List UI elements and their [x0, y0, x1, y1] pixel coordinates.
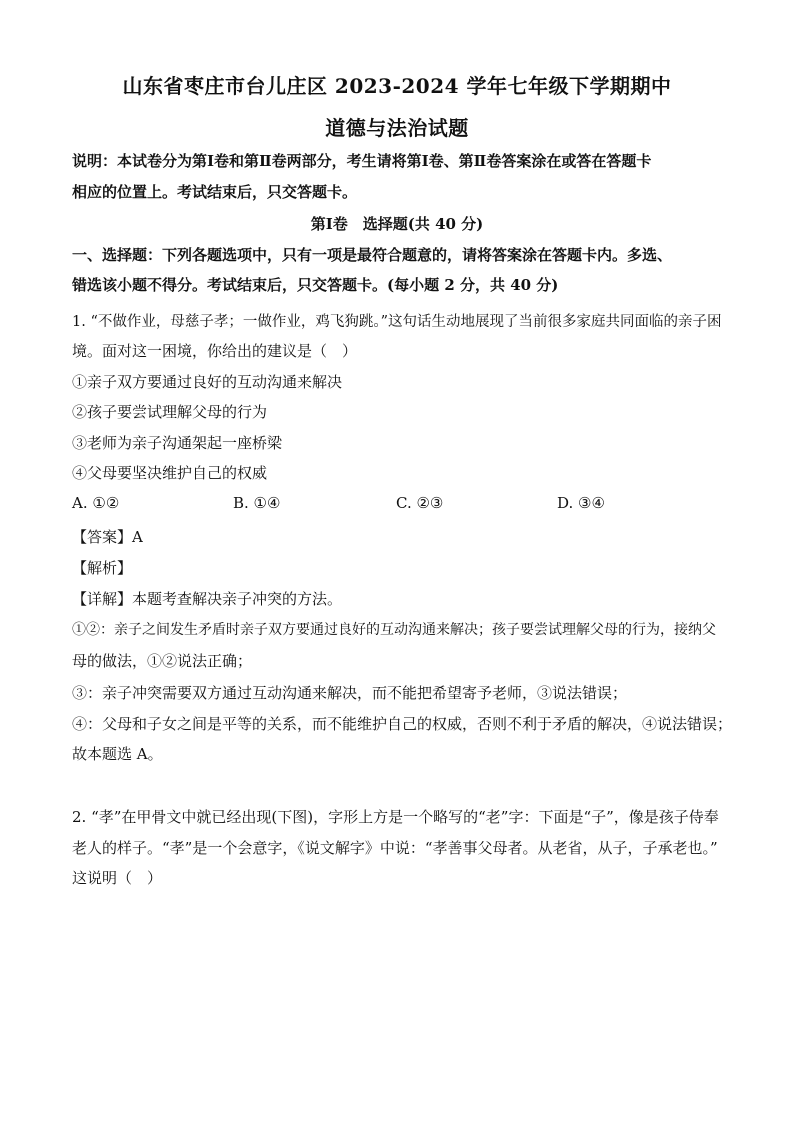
q1-explanation-3: ④：父母和子女之间是平等的关系，而不能维护自己的权威，否则不利于矛盾的解决，④说法错误； [72, 715, 733, 733]
q1-detail: 【详解】本题考查解决亲子冲突的方法。 [72, 590, 343, 608]
q1-explanation-2: ③：亲子冲突需要双方通过互动沟通来解决，而不能把希望寄予老师，③说法错误； [72, 684, 628, 702]
q1-stem-line-1: 1. “不做作业，母慈子孝；一做作业，鸡飞狗跳。”这句话生动地展现了当前很多家庭共同面临的亲子困 [72, 314, 722, 330]
q2-stem-line-1: 2. “孝”在甲骨文中就已经出现(下图)，字形上方是一个略写的“老”字：下面是“子”，像是孩子侍奉 [72, 808, 719, 826]
q1-option-c: C. ②③ [396, 494, 444, 512]
q1-stem-line-2: 境。面对这一困境，你给出的建议是（ ） [72, 342, 358, 360]
section-heading: 第Ⅰ卷 选择题(共 40 分) [310, 215, 484, 233]
q1-statement-4: ④父母要坚决维护自己的权威 [72, 464, 268, 482]
section-intro-line-1: 一、选择题：下列各题选项中，只有一项是最符合题意的，请将答案涂在答题卡内。多选、 [72, 246, 673, 264]
q1-answer: 【答案】A [72, 528, 143, 546]
q1-statement-1: ①亲子双方要通过良好的互动沟通来解决 [72, 373, 343, 391]
q1-statement-3: ③老师为亲子沟通架起一座桥梁 [72, 434, 283, 452]
q1-conclusion: 故本题选 A。 [72, 745, 163, 763]
exam-title: 山东省枣庄市台儿庄区 2023-2024 学年七年级下学期期中 [122, 74, 672, 98]
q1-explanation-1-line-1: ①②：亲子之间发生矛盾时亲子双方要通过良好的互动沟通来解决；孩子要尝试理解父母的行为，接纳父 [72, 622, 716, 638]
section-intro-line-2: 错选该小题不得分。考试结束后，只交答题卡。(每小题 2 分，共 40 分) [72, 276, 559, 294]
instructions-line-1: 说明：本试卷分为第Ⅰ卷和第Ⅱ卷两部分，考生请将第Ⅰ卷、第Ⅱ卷答案涂在或答在答题卡 [72, 152, 652, 170]
q1-analysis-label: 【解析】 [72, 559, 133, 577]
q1-option-d: D. ③④ [557, 494, 605, 512]
q2-stem-line-3: 这说明（ ） [72, 869, 163, 887]
q1-option-a: A. ①② [72, 494, 120, 512]
q1-option-b: B. ①④ [233, 494, 281, 512]
instructions-line-2: 相应的位置上。考试结束后，只交答题卡。 [72, 183, 358, 201]
q1-explanation-1-line-2: 母的做法，①②说法正确； [72, 652, 253, 670]
q2-stem-line-2: 老人的样子。“孝”是一个会意字，《说文解字》中说：“孝善事父母者。从老省，从子，子承老也。” [72, 839, 718, 857]
exam-subject-title: 道德与法治试题 [325, 116, 469, 140]
q1-statement-2: ②孩子要尝试理解父母的行为 [72, 403, 268, 421]
